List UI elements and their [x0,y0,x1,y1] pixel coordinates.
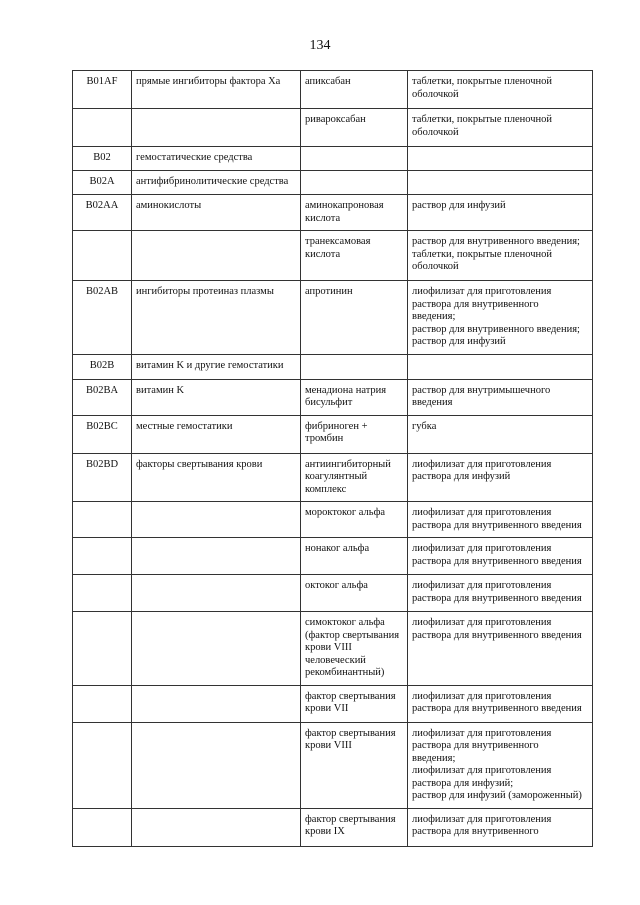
atc-group-cell: факторы свертывания крови [132,453,301,502]
dosage-form-cell [408,281,593,355]
table-row [73,171,593,195]
drug-name-line: тромбин [305,433,344,444]
drug-name-line: фактор свертывания [305,727,396,739]
atc-group-cell: витамин K [132,379,301,415]
dosage-form-line: раствора для инфузий; [412,777,514,789]
drug-name-line: рекомбинантный) [305,667,385,678]
dosage-form-line: лиофилизат для приготовления [412,690,552,702]
dosage-form-line: раствора для внутривенного введения [412,519,582,531]
dosage-form-cell [408,71,593,109]
atc-code-cell [73,575,132,612]
drug-name-cell [301,171,408,195]
atc-code-cell: B02AA [73,195,132,231]
drug-name-line: коагулянтный [305,471,368,482]
dosage-form-line: раствор для внутривенного введения; [412,323,580,335]
drug-name-cell [301,415,408,453]
atc-code-cell [73,502,132,538]
dosage-form-line: раствор для инфузий [412,200,506,211]
atc-code-cell [73,231,132,281]
table-row [73,808,593,846]
atc-group-cell [132,231,301,281]
dosage-form-line: оболочкой [412,261,459,272]
drug-name-line: мороктоког альфа [305,507,386,518]
dosage-form-cell [408,612,593,686]
dosage-form-line: раствор для внутривенного введения; [412,236,580,247]
table-row [73,281,593,355]
drug-name-line: крови VIII [305,642,352,653]
dosage-form-cell [408,453,593,502]
atc-code-cell: B02AB [73,281,132,355]
atc-group-cell: прямые ингибиторы фактора Xa [132,71,301,109]
atc-group-cell [132,109,301,147]
dosage-form-cell [408,231,593,281]
drug-name-line: крови VII [305,703,349,714]
drug-name-line: фибриноген + [305,420,368,432]
dosage-form-line: таблетки, покрытые пленочной [412,114,553,125]
drug-name-cell [301,808,408,846]
dosage-form-line: лиофилизат для приготовления [412,543,552,554]
table-row [73,453,593,502]
drug-name-line: апротинин [305,286,353,297]
dosage-form-line: раствор для инфузий (замороженный) [412,790,582,801]
dosage-form-cell [408,171,593,195]
drug-name-cell [301,538,408,575]
atc-group-cell: антифибринолитические средства [132,171,301,195]
drug-name-line: ривароксабан [305,114,366,125]
drug-name-cell [301,231,408,281]
drug-name-line: фактор свертывания [305,690,396,702]
drug-name-line: апиксабан [305,76,351,87]
dosage-form-cell [408,502,593,538]
drug-name-line: нонаког альфа [305,543,370,554]
dosage-form-line: раствора для внутривенного введения [412,592,582,604]
atc-code-cell: B01AF [73,71,132,109]
dosage-form-line: лиофилизат для приготовления [412,580,552,591]
drug-name-cell [301,195,408,231]
dosage-form-line: введения; [412,311,456,322]
dosage-form-cell [408,195,593,231]
atc-code-cell: B02A [73,171,132,195]
atc-code-cell [73,722,132,808]
table-row [73,722,593,808]
atc-group-cell: гемостатические средства [132,147,301,171]
table-row [73,147,593,171]
atc-group-cell [132,502,301,538]
table-row [73,502,593,538]
dosage-form-cell [408,354,593,379]
dosage-form-cell [408,538,593,575]
atc-group-cell: ингибиторы протеиназ плазмы [132,281,301,355]
dosage-form-line: раствора для внутривенного введения [412,629,582,641]
table-row [73,685,593,722]
drug-name-cell [301,453,408,502]
atc-group-cell [132,808,301,846]
atc-code-cell: B02 [73,147,132,171]
dosage-form-line: таблетки, покрытые пленочной [412,76,553,87]
dosage-form-cell [408,722,593,808]
dosage-form-line: раствора для внутривенного введения [412,703,582,714]
table-row [73,415,593,453]
dosage-form-cell [408,415,593,453]
drug-name-cell [301,722,408,808]
dosage-form-line: лиофилизат для приготовления [412,813,552,825]
atc-group-cell [132,538,301,575]
drug-name-line: аминокапроновая [305,200,384,211]
dosage-form-cell [408,109,593,147]
drug-name-line: симоктоког альфа [305,617,385,628]
atc-code-cell [73,685,132,722]
drug-name-line: октоког альфа [305,580,368,591]
table-row [73,354,593,379]
drug-name-line: человеческий [305,654,366,666]
drug-name-line: (фактор свертывания [305,629,400,641]
dosage-form-line: раствора для внутривенного [412,826,539,837]
drug-name-cell [301,612,408,686]
atc-group-cell: местные гемостатики [132,415,301,453]
dosage-form-line: лиофилизат для приготовления [412,458,552,470]
dosage-form-line: таблетки, покрытые пленочной [412,248,553,260]
atc-group-cell [132,575,301,612]
drug-name-cell [301,502,408,538]
table-row [73,231,593,281]
table-row [73,575,593,612]
drug-name-line: кислота [305,248,341,260]
dosage-form-line: раствор для внутримышечного [412,384,551,396]
dosage-form-line: раствора для внутривенного [412,740,539,751]
drug-name-line: транексамовая [305,236,371,247]
dosage-form-line: лиофилизат для приготовления [412,765,552,776]
dosage-form-line: лиофилизат для приготовления [412,286,552,297]
drug-name-cell [301,575,408,612]
atc-group-cell [132,612,301,686]
table-row [73,109,593,147]
dosage-form-line: лиофилизат для приготовления [412,617,552,628]
drug-name-line: бисульфит [305,397,353,408]
dosage-form-line: раствор для инфузий [412,336,506,347]
atc-code-cell: B02BD [73,453,132,502]
drug-name-cell [301,281,408,355]
drug-name-cell [301,71,408,109]
drug-name-line: крови VIII [305,740,352,751]
dosage-form-line: оболочкой [412,126,459,138]
drug-name-cell [301,354,408,379]
atc-group-cell: аминокислоты [132,195,301,231]
drug-name-line: менадиона натрия [305,384,387,396]
drug-name-line: кислота [305,212,341,224]
atc-group-cell [132,722,301,808]
drug-name-cell [301,109,408,147]
atc-group-cell: витамин K и другие гемостатики [132,354,301,379]
dosage-form-cell [408,808,593,846]
dosage-form-cell [408,575,593,612]
atc-code-cell: B02B [73,354,132,379]
dosage-form-line: лиофилизат для приготовления [412,727,552,739]
dosage-form-line: лиофилизат для приготовления [412,507,552,518]
dosage-form-cell [408,379,593,415]
dosage-form-cell [408,685,593,722]
table-row [73,538,593,575]
table-row [73,71,593,109]
drug-name-line: фактор свертывания [305,813,396,825]
dosage-form-line: введения; [412,752,456,764]
table-row [73,612,593,686]
table-row [73,195,593,231]
dosage-form-line: раствора для внутривенного введения [412,555,582,567]
drug-name-cell [301,147,408,171]
atc-group-cell [132,685,301,722]
atc-code-cell [73,612,132,686]
atc-code-cell [73,808,132,846]
table-row [73,379,593,415]
atc-code-cell [73,538,132,575]
atc-code-cell: B02BA [73,379,132,415]
drug-name-line: антиингибиторный [305,458,391,470]
atc-code-cell: B02BC [73,415,132,453]
dosage-form-line: раствора для инфузий [412,471,511,482]
dosage-form-cell [408,147,593,171]
drug-name-cell [301,685,408,722]
page-number: 134 [309,38,331,53]
dosage-form-line: раствора для внутривенного [412,298,539,310]
drug-name-line: комплекс [305,483,347,495]
dosage-form-line: введения [412,397,453,408]
drug-name-line: крови IX [305,826,345,837]
drug-table [72,70,593,847]
dosage-form-line: оболочкой [412,88,459,100]
dosage-form-line: губка [412,420,437,432]
atc-code-cell [73,109,132,147]
drug-name-cell [301,379,408,415]
